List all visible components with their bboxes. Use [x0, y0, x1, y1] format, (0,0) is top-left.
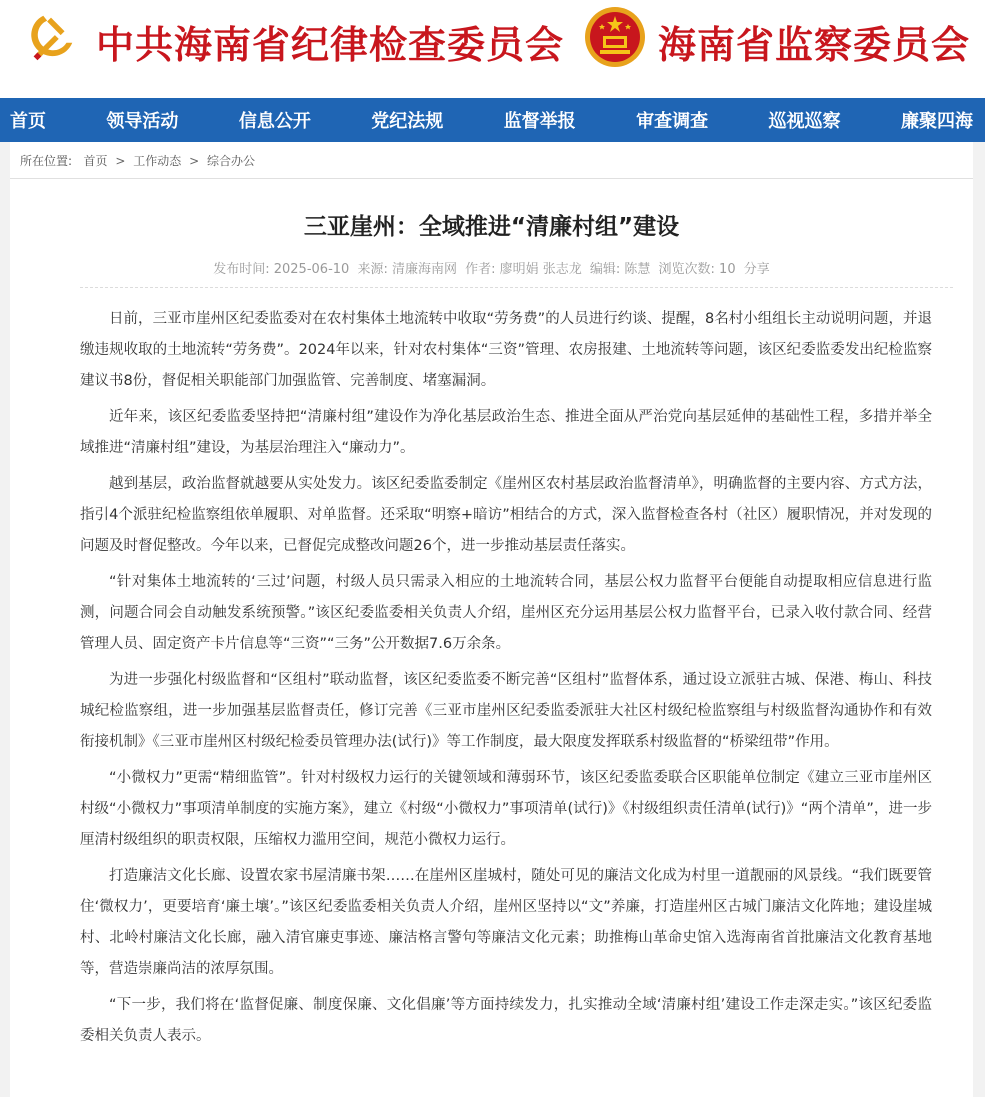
nav-item-integrity[interactable]: 廉聚四海 — [900, 111, 973, 132]
breadcrumb — [20, 152, 255, 169]
article-card — [10, 142, 973, 1097]
share-button[interactable]: 分享 — [743, 262, 770, 277]
breadcrumb-separator: > — [115, 154, 126, 168]
breadcrumb-divider — [10, 178, 973, 179]
breadcrumb-general-office[interactable]: 综合办公 — [206, 154, 255, 168]
breadcrumb-separator: > — [189, 154, 200, 168]
article-paragraph: “下一步，我们将在‘监督促廉、制度保廉、文化倡廉’等方面持续发力，扎实推动全域‘清廉村组’建设工作走深走实。”该区纪委监委相关负责人表示。 — [80, 997, 932, 1044]
article-source: 来源: 清廉海南网 — [357, 262, 457, 277]
article-paragraph: 越到基层，政治监督就越要从实处发力。该区纪委监委制定《崖州区农村基层政治监督清单》，明确监督的主要内容、方式方法，指引4个派驻纪检监察组依单履职、对单监督。还采取“明察+暗访”相结合的方式，深入监督检查各村（社区）履职情况，并对发现的问题及时督促整改。今年以来，已督促完成整改问题26个，进一步推动基层责任落实。 — [80, 476, 932, 554]
article-paragraph: 为进一步强化村级监督和“区组村”联动监督，该区纪委监委不断完善“区组村”监督体系，通过设立派驻古城、保港、梅山、科技城纪检监察组，进一步加强基层监督责任，修订完善《三亚市崖州区纪委监委派驻大社区村级纪检监察组与村级监督沟通协作和有效衔接机制》《三亚市崖州区村级纪检委员管理办法(试行)》等工作制度，最大限度发挥联系村级监督的“桥梁纽带”作用。 — [80, 672, 932, 750]
article-content — [80, 304, 932, 1057]
main-nav — [0, 98, 985, 142]
article-editor: 编辑: 陈慧 — [589, 262, 651, 277]
breadcrumb-home[interactable]: 首页 — [83, 154, 108, 168]
breadcrumb-label: 所在位置: — [20, 154, 73, 168]
article-meta — [10, 258, 973, 277]
article-paragraph: 打造廉洁文化长廊、设置农家书屋清廉书架……在崖州区崖城村，随处可见的廉洁文化成为村里一道靓丽的风景线。“我们既要管住‘微权力’，更要培育‘廉土壤’。”该区纪委监委相关负责人介绍，崖州区坚持以“文”养廉，打造崖州区古城门廉洁文化阵地；建设崖城村、北岭村廉洁文化长廊，融入清官廉吏事迹、廉洁格言警句等廉洁文化元素；助推梅山革命史馆入选海南省首批廉洁文化教育基地等，营造崇廉尚洁的浓厚氛围。 — [80, 868, 932, 977]
site-title-left: 中共海南省纪律检查委员会 — [96, 22, 565, 67]
article-paragraph: 日前，三亚市崖州区纪委监委对在农村集体土地流转中收取“劳务费”的人员进行约谈、提醒，8名村小组组长主动说明问题，并退缴违规收取的土地流转“劳务费”。2024年以来，针对农村集体“三资”管理、农房报建、土地流转等问题，该区纪委监委发出纪检监察建议书8份，督促相关职能部门加强监管、完善制度、堵塞漏洞。 — [80, 311, 932, 389]
nav-item-inspection[interactable]: 巡视巡察 — [768, 111, 841, 132]
article-paragraph: “针对集体土地流转的‘三过’问题，村级人员只需录入相应的土地流转合同，基层公权力监督平台便能自动提取相应信息进行监测，问题合同会自动触发系统预警。”该区纪委监委相关负责人介绍，崖州区充分运用基层公权力监督平台，已录入收付款合同、经营管理人员、固定资产卡片信息等“三资”“三务”公开数据7.6万余条。 — [80, 574, 932, 652]
nav-item-regulations[interactable]: 党纪法规 — [371, 111, 444, 132]
article-title: 三亚崖州：全域推进“清廉村组”建设 — [303, 214, 680, 240]
nav-item-home[interactable]: 首页 — [10, 111, 46, 132]
nav-item-investigation[interactable]: 审查调查 — [636, 111, 709, 132]
article-author: 作者: 廖明娟 张志龙 — [465, 262, 582, 277]
party-emblem-icon — [22, 8, 80, 66]
site-title-right: 海南省监察委员会 — [658, 22, 971, 67]
site-header — [0, 0, 985, 98]
breadcrumb-work-news[interactable]: 工作动态 — [133, 154, 182, 168]
nav-item-report[interactable]: 监督举报 — [503, 111, 576, 132]
article-paragraph: “小微权力”更需“精细监管”。针对村级权力运行的关键领域和薄弱环节，该区纪委监委联合区职能单位制定《建立三亚市崖州区村级“小微权力”事项清单制度的实施方案》，建立《村级“小微权力”事项清单(试行)》《村级组织责任清单(试行)》“两个清单”，进一步厘清村级组织的职责权限，压缩权力滥用空间，规范小微权力运行。 — [80, 770, 932, 848]
view-count: 浏览次数: 10 — [658, 262, 736, 277]
article-paragraph: 近年来，该区纪委监委坚持把“清廉村组”建设作为净化基层政治生态、推进全面从严治党向基层延伸的基础性工程，多措并举全域推进“清廉村组”建设，为基层治理注入“廉动力”。 — [80, 409, 932, 456]
publish-date: 发布时间: 2025-06-10 — [213, 262, 350, 277]
national-emblem-icon — [584, 6, 646, 68]
meta-divider — [80, 287, 953, 288]
nav-item-leadership[interactable]: 领导活动 — [106, 111, 179, 132]
nav-item-disclosure[interactable]: 信息公开 — [238, 111, 311, 132]
